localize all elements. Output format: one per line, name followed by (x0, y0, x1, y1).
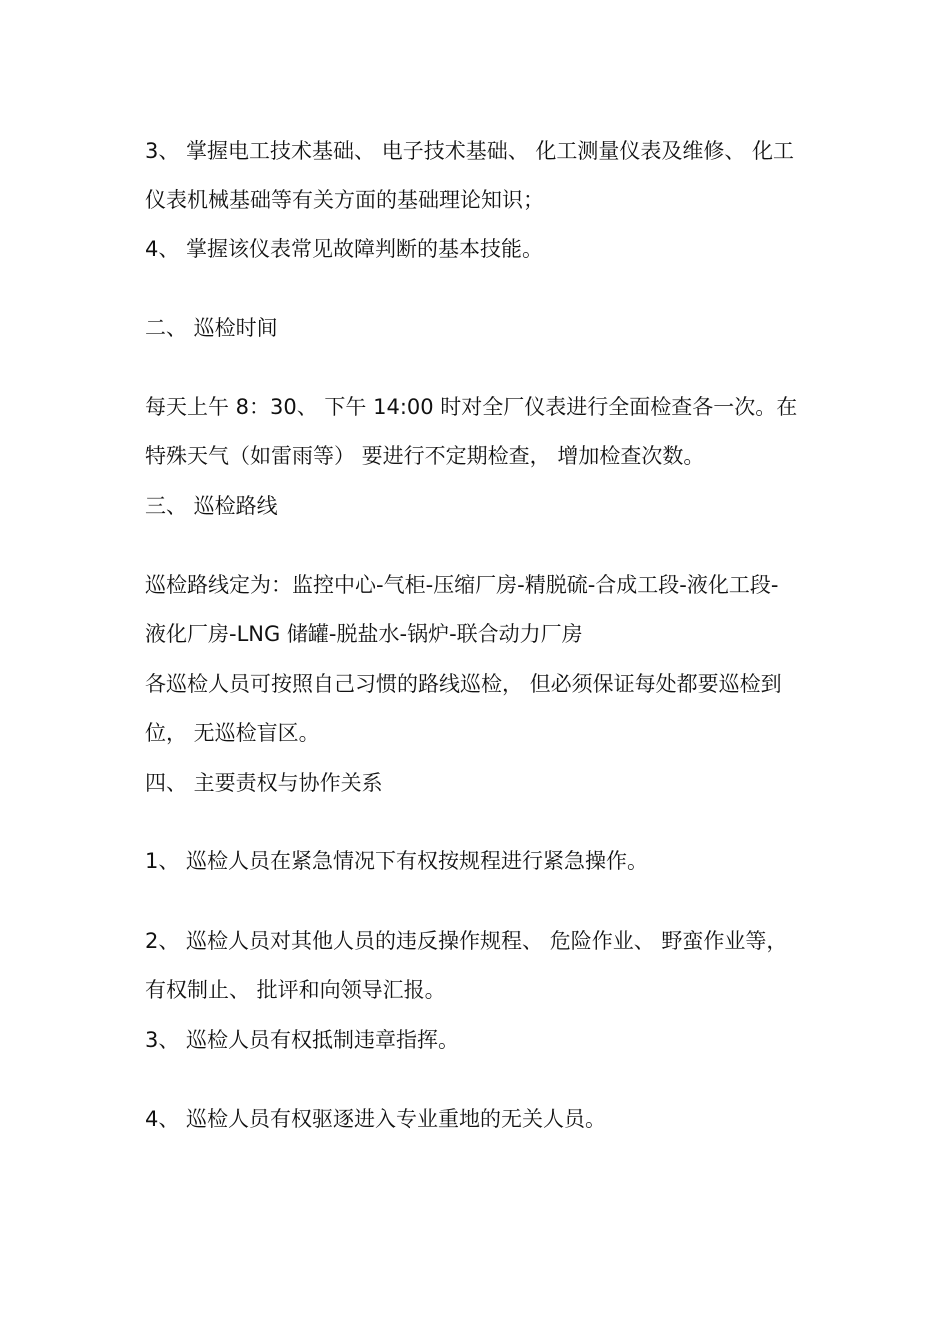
responsibility-4: 4、 巡检人员有权驱逐进入专业重地的无关人员。 (145, 1107, 607, 1131)
inspection-route-note-line-1: 各巡检人员可按照自己习惯的路线巡检， 但必须保证每处都要巡检到 (145, 672, 782, 696)
responsibility-2-line-1: 2、 巡检人员对其他人员的违反操作规程、 危险作业、 野蛮作业等， (145, 929, 788, 953)
inspection-route-line-2: 液化厂房-LNG 储罐-脱盐水-锅炉-联合动力厂房 (145, 622, 583, 646)
inspection-route-line-1: 巡检路线定为：监控中心-气柜-压缩厂房-精脱硫-合成工段-液化工段- (145, 573, 779, 597)
section-heading-inspection-route: 三、 巡检路线 (145, 494, 278, 518)
requirement-3-line-1: 3、 掌握电工技术基础、 电子技术基础、 化工测量仪表及维修、 化工 (145, 139, 795, 163)
responsibility-1: 1、 巡检人员在紧急情况下有权按规程进行紧急操作。 (145, 849, 649, 873)
inspection-time-line-2: 特殊天气（如雷雨等） 要进行不定期检查， 增加检查次数。 (145, 444, 705, 468)
inspection-route-note-line-2: 位， 无巡检盲区。 (145, 721, 320, 745)
requirement-4: 4、 掌握该仪表常见故障判断的基本技能。 (145, 237, 544, 261)
responsibility-3: 3、 巡检人员有权抵制违章指挥。 (145, 1028, 460, 1052)
section-heading-inspection-time: 二、 巡检时间 (145, 316, 278, 340)
requirement-3-line-2: 仪表机械基础等有关方面的基础理论知识； (145, 188, 544, 212)
responsibility-2-line-2: 有权制止、 批评和向领导汇报。 (145, 978, 446, 1002)
inspection-time-line-1: 每天上午 8：30、 下午 14:00 时对全厂仪表进行全面检查各一次。在 (145, 395, 798, 419)
section-heading-responsibilities: 四、 主要责权与协作关系 (145, 771, 383, 795)
